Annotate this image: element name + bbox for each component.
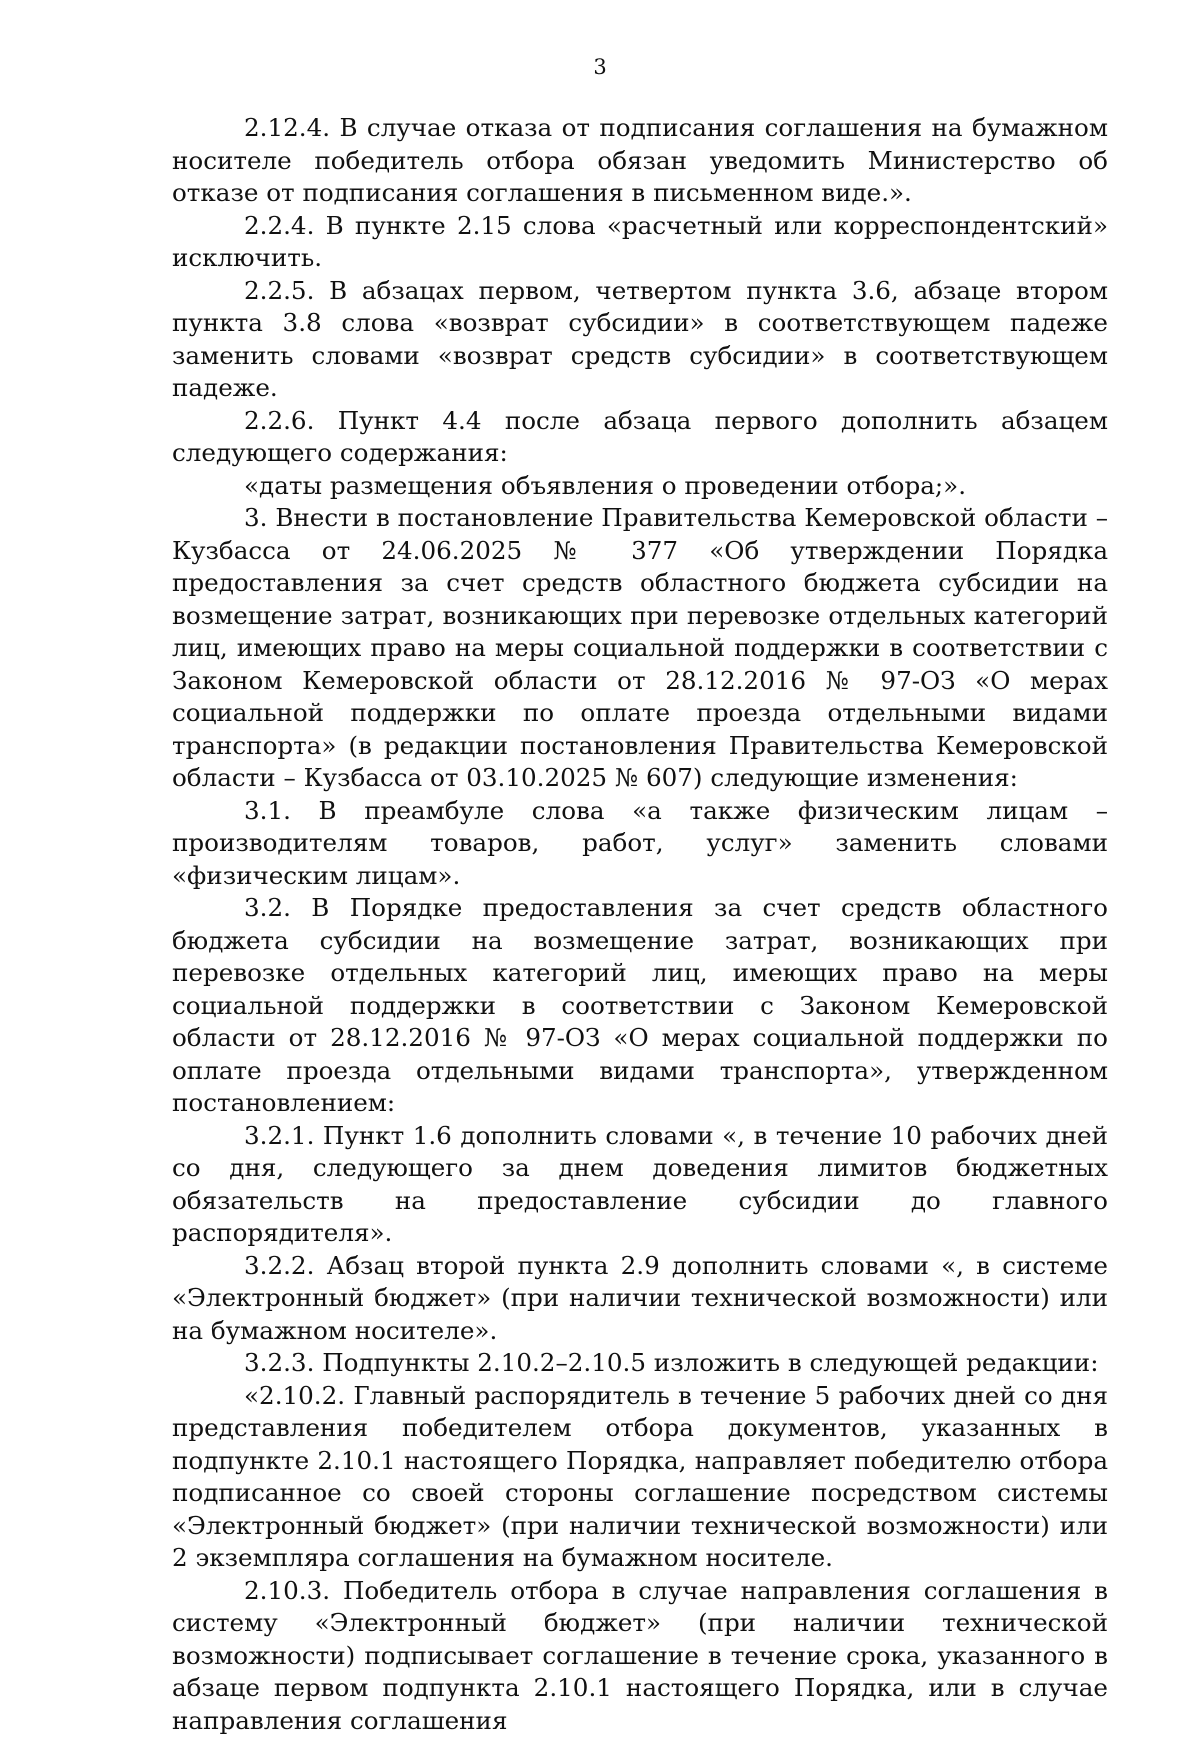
paragraph-2-10-2: «2.10.2. Главный распорядитель в течение 5 рабочих дней со дня представления победителем отбора документов, указанных в подпункте 2.10.1 настоящего Порядка, направляет победителю отбора подписанное со своей стороны соглашение посредством системы «Электронный бюджет» (при наличии технической возможности) или 2 экземпляра соглашения на бумажном носителе. [172, 1380, 1108, 1575]
paragraph-3-1: 3.1. В преамбуле слова «а также физическим лицам – производителям товаров, работ, услуг» заменить словами «физическим лицам». [172, 795, 1108, 893]
paragraph-2-12-4: 2.12.4. В случае отказа от подписания соглашения на бумажном носителе победитель отбора обязан уведомить Министерство об отказе от подписания соглашения в письменном виде.». [172, 112, 1108, 210]
paragraph-3-2-1: 3.2.1. Пункт 1.6 дополнить словами «, в течение 10 рабочих дней со дня, следующего за днем доведения лимитов бюджетных обязательств на предоставление субсидии до главного распорядителя». [172, 1120, 1108, 1250]
paragraph-3-2: 3.2. В Порядке предоставления за счет средств областного бюджета субсидии на возмещение затрат, возникающих при перевозке отдельных категорий лиц, имеющих право на меры социальной поддержки в соответствии с Законом Кемеровской области от 28.12.2016 № 97-ОЗ «О мерах социальной поддержки по оплате проезда отдельными видами транспорта», утвержденном постановлением: [172, 892, 1108, 1120]
paragraph-3: 3. Внести в постановление Правительства Кемеровской области – Кузбасса от 24.06.2025 № 377 «Об утверждении Порядка предоставления за счет средств областного бюджета субсидии на возмещение затрат, возникающих при перевозке отдельных категорий лиц, имеющих право на меры социальной поддержки в соответствии с Законом Кемеровской области от 28.12.2016 № 97-ОЗ «О мерах социальной поддержки по оплате проезда отдельными видами транспорта» (в редакции постановления Правительства Кемеровской области – Кузбасса от 03.10.2025 № 607) следующие изменения: [172, 502, 1108, 795]
paragraph-quote-dates: «даты размещения объявления о проведении отбора;». [172, 470, 1108, 503]
paragraph-3-2-2: 3.2.2. Абзац второй пункта 2.9 дополнить словами «, в системе «Электронный бюджет» (при наличии технической возможности) или на бумажном носителе». [172, 1250, 1108, 1348]
paragraph-2-2-5: 2.2.5. В абзацах первом, четвертом пункта 3.6, абзаце втором пункта 3.8 слова «возврат субсидии» в соответствующем падеже заменить словами «возврат средств субсидии» в соответствующем падеже. [172, 275, 1108, 405]
document-body [172, 112, 1108, 1737]
page-number: 3 [0, 52, 1200, 82]
paragraph-3-2-3: 3.2.3. Подпункты 2.10.2–2.10.5 изложить в следующей редакции: [172, 1347, 1108, 1380]
paragraph-2-2-4: 2.2.4. В пункте 2.15 слова «расчетный или корреспондентский» исключить. [172, 210, 1108, 275]
paragraph-2-2-6: 2.2.6. Пункт 4.4 после абзаца первого дополнить абзацем следующего содержания: [172, 405, 1108, 470]
paragraph-2-10-3: 2.10.3. Победитель отбора в случае направления соглашения в систему «Электронный бюджет» (при наличии технической возможности) подписывает соглашение в течение срока, указанного в абзаце первом подпункта 2.10.1 настоящего Порядка, или в случае направления соглашения [172, 1575, 1108, 1737]
